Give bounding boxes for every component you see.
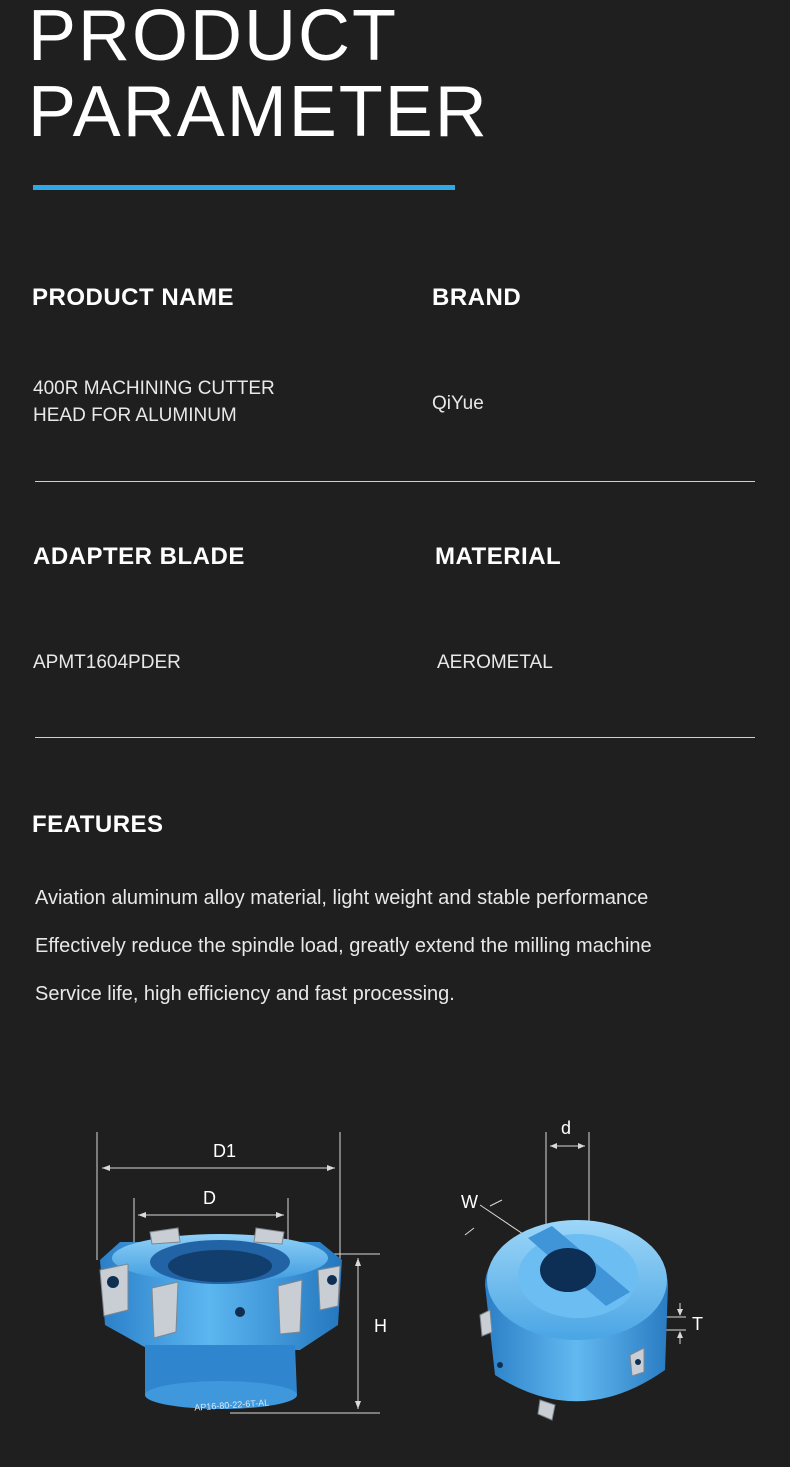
dim-label-t: T — [692, 1314, 703, 1334]
divider-1 — [35, 481, 755, 482]
cutter-engraving: AP16-80-22-6T-AL — [194, 1397, 270, 1413]
title-accent-bar — [33, 185, 455, 190]
feature-item-3: Service life, high efficiency and fast processing. — [35, 983, 455, 1005]
dim-label-bore: d — [561, 1118, 572, 1138]
adapter-blade-value: APMT1604PDER — [33, 652, 181, 673]
page-title-line-1: PRODUCT — [28, 0, 398, 76]
features-heading: FEATURES — [32, 811, 164, 838]
divider-2 — [35, 737, 755, 738]
product-name-value-line-1: 400R MACHINING CUTTER — [33, 378, 275, 399]
feature-item-1: Aviation aluminum alloy material, light weight and stable performance — [35, 887, 649, 909]
material-value: AEROMETAL — [437, 652, 553, 673]
dim-label-d1: D1 — [213, 1141, 237, 1161]
product-name-label: PRODUCT NAME — [32, 284, 234, 311]
dim-label-h: H — [374, 1316, 387, 1336]
cutter-top-diagram — [440, 1110, 730, 1430]
cutter-front-diagram — [0, 1120, 395, 1420]
material-label: MATERIAL — [435, 543, 562, 570]
adapter-blade-label: ADAPTER BLADE — [33, 543, 245, 570]
product-name-value-line-2: HEAD FOR ALUMINUM — [33, 405, 237, 426]
page-title-line-2: PARAMETER — [28, 72, 489, 152]
dim-label-w: W — [461, 1192, 478, 1212]
feature-item-2: Effectively reduce the spindle load, greatly extend the milling machine — [35, 935, 652, 957]
brand-label: BRAND — [432, 284, 522, 311]
dim-label-d: D — [203, 1188, 216, 1208]
brand-value: QiYue — [432, 393, 484, 414]
